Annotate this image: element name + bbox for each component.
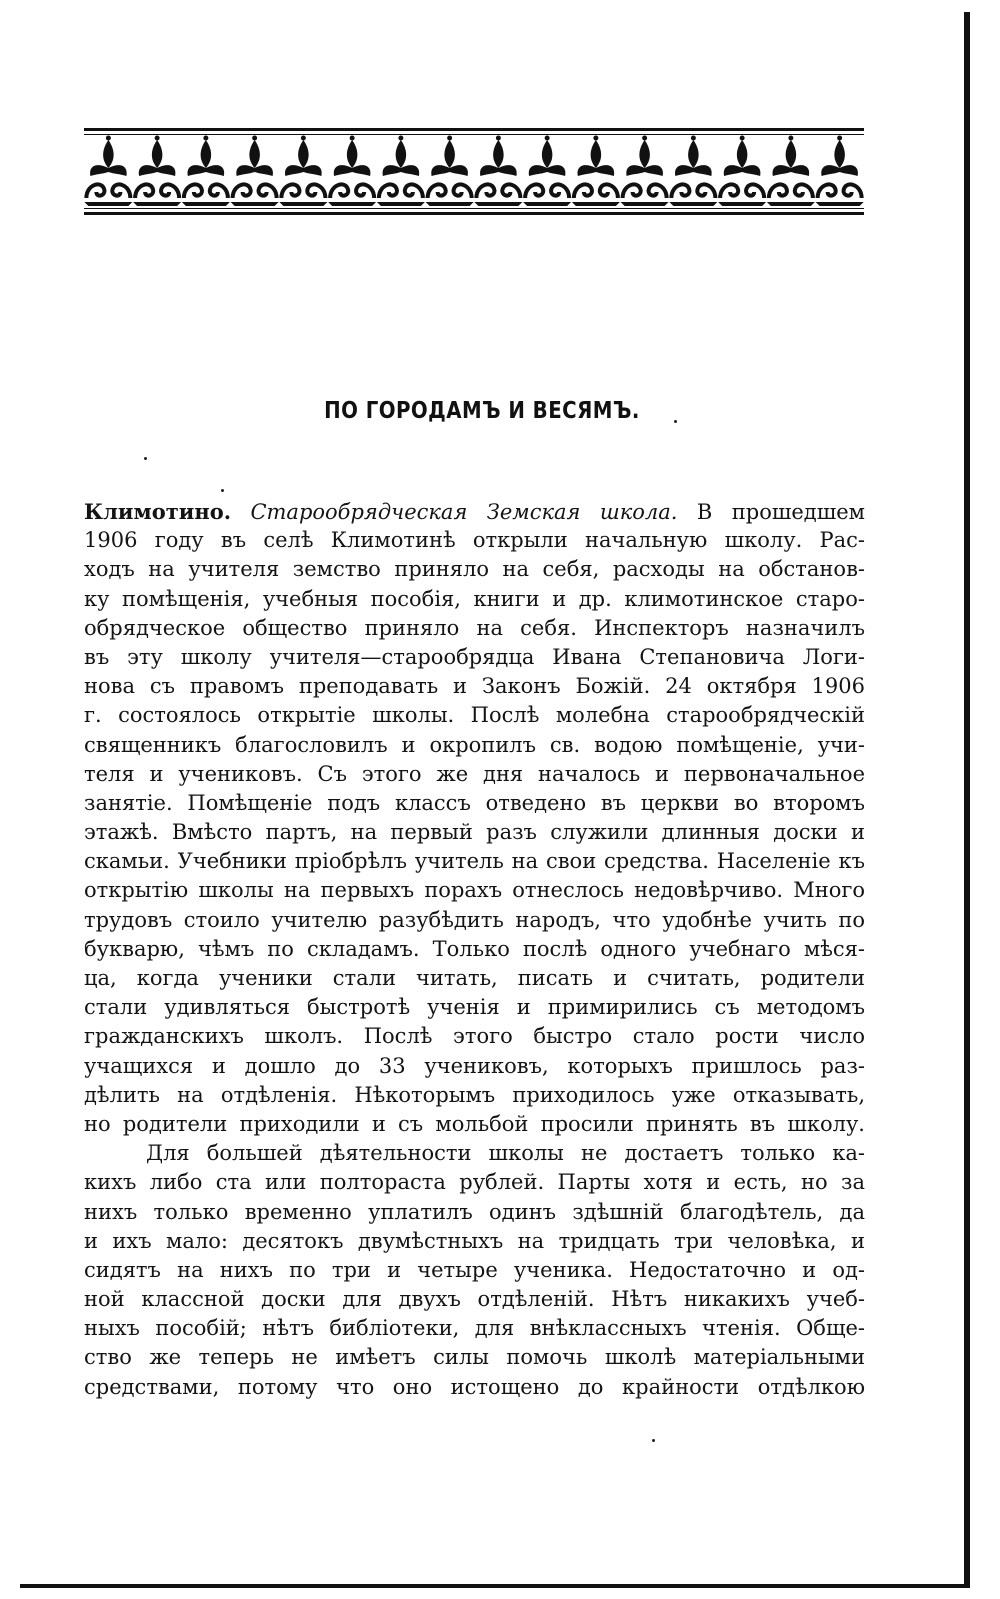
article-line: въ эту школу учителя—старообрядца Ивана Степановича Логи-	[84, 644, 865, 669]
article-line: ныхъ пособій; нѣтъ библіотеки, для внѣклассныхъ чтенія. Обще-	[84, 1316, 865, 1341]
ornament-motif	[84, 136, 132, 207]
ornament-motif	[328, 136, 376, 207]
ornament-motif	[133, 136, 181, 207]
article-line: гражданскихъ школъ. Послѣ этого быстро стало рости число	[84, 1024, 865, 1049]
article-line: ство же теперь не имѣетъ силы помочь школѣ матеріальными	[84, 1345, 865, 1370]
ornament-motif	[816, 136, 864, 207]
article-line: кихъ либо ста или полтораста рублей. Парты хотя и есть, но за	[84, 1170, 865, 1195]
ornament-motif	[572, 136, 620, 207]
page-border-right	[964, 12, 970, 1588]
article-line: г. состоялось открытіе школы. Послѣ молебна старообрядческій	[84, 703, 865, 728]
ornament-motif	[474, 136, 522, 207]
decorative-headpiece-ornament	[84, 128, 864, 216]
article-line: ходъ на учителя земство приняло на себя, расходы на обстанов-	[84, 557, 865, 582]
ornament-motif	[718, 136, 766, 207]
article-line: занятіе. Помѣщеніе подъ классъ отведено въ церкви во второмъ	[84, 790, 865, 815]
article-line: ной классной доски для двухъ отдѣленій. Нѣтъ никакихъ учеб-	[84, 1287, 865, 1312]
article-line: дѣлить на отдѣленія. Нѣкоторымъ приходилось уже отказывать,	[84, 1082, 865, 1107]
article-line: нова съ правомъ преподавать и Законъ Божій. 24 октября 1906	[84, 674, 865, 699]
article-line: нихъ только временно уплатилъ одинъ здѣшній благодѣтель, да	[84, 1199, 865, 1224]
ornament-motif	[426, 136, 474, 207]
article-line: ца, когда ученики стали читать, писать и считать, родители	[84, 966, 865, 990]
article-line: ку помѣщенія, учебныя пособія, книги и др. климотинское старо-	[84, 586, 865, 611]
page-border-bottom	[20, 1584, 970, 1588]
ornament-motif	[279, 136, 327, 207]
article-line: этажѣ. Вмѣсто партъ, на первый разъ служили длинныя доски и	[84, 820, 865, 845]
ornament-motif	[669, 136, 717, 207]
article-line: но родители приходили и съ мольбой просили принять въ школу.	[84, 1111, 865, 1136]
article-line: учащихся и дошло до 33 учениковъ, которыхъ пришлось раз-	[84, 1053, 865, 1078]
article-line: теля и учениковъ. Съ этого же дня началось и первоначальное	[84, 761, 865, 786]
ornament-motif	[377, 136, 425, 207]
page-title: ПО ГОРОДАМЪ И ВЕСЯМЪ.	[324, 398, 640, 424]
article-line: стали удивляться быстротѣ ученія и примирились съ методомъ	[84, 995, 865, 1020]
article-line: скамьи. Учебники пріобрѣлъ учитель на свои средства. Населеніе къ	[84, 849, 865, 874]
article-line: открытію школы на первыхъ порахъ отнеслось недовѣрчиво. Много	[84, 878, 865, 903]
print-speck	[221, 489, 224, 492]
article-line: букварю, чѣмъ по складамъ. Только послѣ одного учебнаго мѣся-	[84, 936, 865, 961]
article-line	[84, 497, 865, 526]
article-line: обрядческое общество приняло на себя. Инспекторъ назначилъ	[84, 615, 865, 640]
article-body	[84, 497, 865, 1402]
ornament-motif	[231, 136, 279, 207]
print-speck	[652, 1439, 655, 1442]
ornament-motif	[767, 136, 815, 207]
lead-subject: Старообрядческая Земская школа.	[250, 500, 678, 524]
lead-place: Климотино.	[84, 499, 232, 524]
ornament-motif	[523, 136, 571, 207]
print-speck	[674, 420, 677, 423]
article-line: священникъ благословилъ и окропилъ св. водою помѣщеніе, учи-	[84, 732, 865, 757]
article-line: средствами, потому что оно истощено до крайности отдѣлкою	[84, 1374, 865, 1399]
ornament-motif	[621, 136, 669, 207]
article-line: Для большей дѣятельности школы не достаетъ только ка-	[146, 1141, 865, 1166]
article-line: и ихъ мало: десятокъ двумѣстныхъ на тридцать три человѣка, и	[84, 1228, 865, 1253]
print-speck	[144, 457, 147, 460]
article-line: сидятъ на нихъ по три и четыре ученика. Недостаточно и од-	[84, 1257, 865, 1282]
line-text: В прошедшем	[696, 500, 865, 524]
ornament-motif	[182, 136, 230, 207]
article-line: 1906 году въ селѣ Климотинѣ открыли начальную школу. Рас-	[84, 528, 865, 553]
article-line: трудовъ стоило учителю разубѣдить народъ, что удобнѣе учить по	[84, 907, 865, 932]
